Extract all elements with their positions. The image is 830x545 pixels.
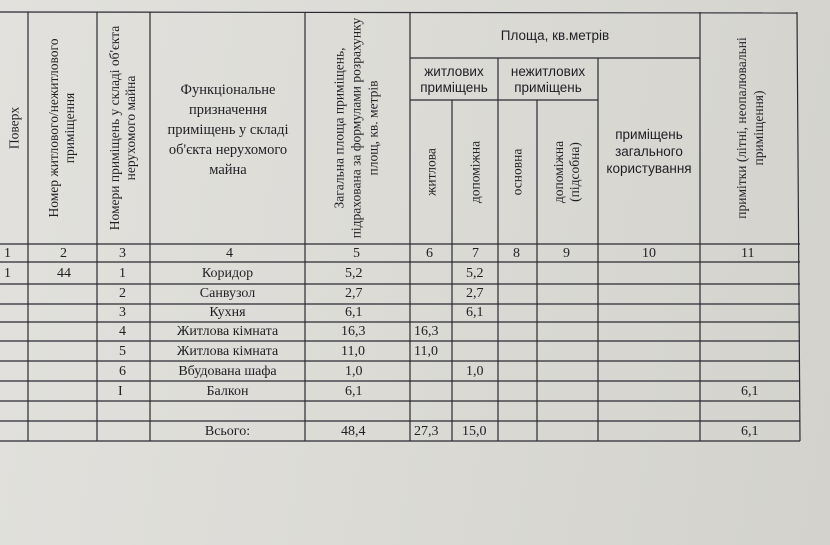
cell-room: 3 xyxy=(119,305,126,320)
header-unit-number xyxy=(46,18,78,238)
col-number-8: 8 xyxy=(513,246,520,261)
totals-label: Всього: xyxy=(204,424,251,439)
col-number-11: 11 xyxy=(741,246,755,261)
header-main: основна xyxy=(509,148,525,196)
cell-total: 6,1 xyxy=(345,384,363,399)
totals-total-area: 48,4 xyxy=(341,424,366,439)
cell-name: Кухня xyxy=(209,305,246,320)
cell-total: 11,0 xyxy=(341,344,365,359)
col-number-2: 2 xyxy=(60,246,67,261)
cell-living: 11,0 xyxy=(414,344,438,359)
header-auxiliary-utility-text: допоміжна (підсобна) xyxy=(551,140,582,204)
header-notes xyxy=(733,16,767,241)
totals-note: 6,1 xyxy=(741,424,759,439)
header-residential-group: житлових приміщень xyxy=(420,64,488,95)
totals-auxiliary: 15,0 xyxy=(462,424,487,439)
cell-total: 6,1 xyxy=(345,305,363,320)
col-number-9: 9 xyxy=(563,246,570,261)
col-number-1: 1 xyxy=(4,246,11,261)
header-total-area-text: Загальна площа приміщень, підрахована за формулами розрахунку площ, кв. метрів xyxy=(331,17,381,239)
col-number-7: 7 xyxy=(472,246,479,261)
cell-aux: 1,0 xyxy=(466,364,484,379)
header-unit-number-text: Номер житлового/нежитлового приміщення xyxy=(46,38,77,218)
cell-note: 6,1 xyxy=(741,384,759,399)
cell-aux: 2,7 xyxy=(466,286,484,301)
header-room-numbers-text: Номери приміщень у складі об'єкта нерухомого майна xyxy=(107,25,138,231)
cell-room: 1 xyxy=(119,266,126,281)
cell-living: 16,3 xyxy=(414,324,439,339)
header-auxiliary-utility xyxy=(551,117,583,227)
cell-unit: 44 xyxy=(57,266,71,281)
cell-name: Балкон xyxy=(206,384,249,399)
col-number-5: 5 xyxy=(353,246,360,261)
header-notes-text: примітки (літні, неопалювальні приміщення) xyxy=(734,37,766,219)
cell-room: 4 xyxy=(119,324,126,339)
cell-aux: 5,2 xyxy=(466,266,484,281)
cell-total: 16,3 xyxy=(341,324,366,339)
cell-room: 5 xyxy=(119,344,126,359)
col-number-3: 3 xyxy=(119,246,126,261)
cell-name: Житлова кімната xyxy=(176,324,279,339)
header-living: житлова xyxy=(423,148,439,196)
header-area-group: Площа, кв.метрів xyxy=(500,28,610,43)
col-number-4: 4 xyxy=(226,246,233,261)
header-floor: Поверх xyxy=(6,106,22,150)
cell-aux: 6,1 xyxy=(466,305,484,320)
cell-name: Вбудована шафа xyxy=(178,364,277,379)
cell-name: Санвузол xyxy=(199,286,256,301)
cell-total: 5,2 xyxy=(345,266,363,281)
col-number-6: 6 xyxy=(426,246,433,261)
cell-room: I xyxy=(118,384,123,399)
cell-floor: 1 xyxy=(4,266,11,281)
header-auxiliary: допоміжна xyxy=(467,140,483,204)
cell-total: 2,7 xyxy=(345,286,363,301)
cell-name: Житлова кімната xyxy=(176,344,279,359)
header-room-numbers xyxy=(107,18,139,238)
header-nonresidential-group: нежитлових приміщень xyxy=(510,64,586,95)
header-purpose: Функціональне призначення приміщень у складі об'єкта нерухомого майна xyxy=(167,82,289,178)
cell-total: 1,0 xyxy=(345,364,363,379)
header-total-area xyxy=(331,16,382,241)
cell-room: 6 xyxy=(119,364,126,379)
cell-name: Коридор xyxy=(201,266,254,281)
col-number-10: 10 xyxy=(642,246,656,261)
totals-living: 27,3 xyxy=(414,424,439,439)
header-common-use: приміщень загального користування xyxy=(606,127,692,176)
cell-room: 2 xyxy=(119,286,126,301)
